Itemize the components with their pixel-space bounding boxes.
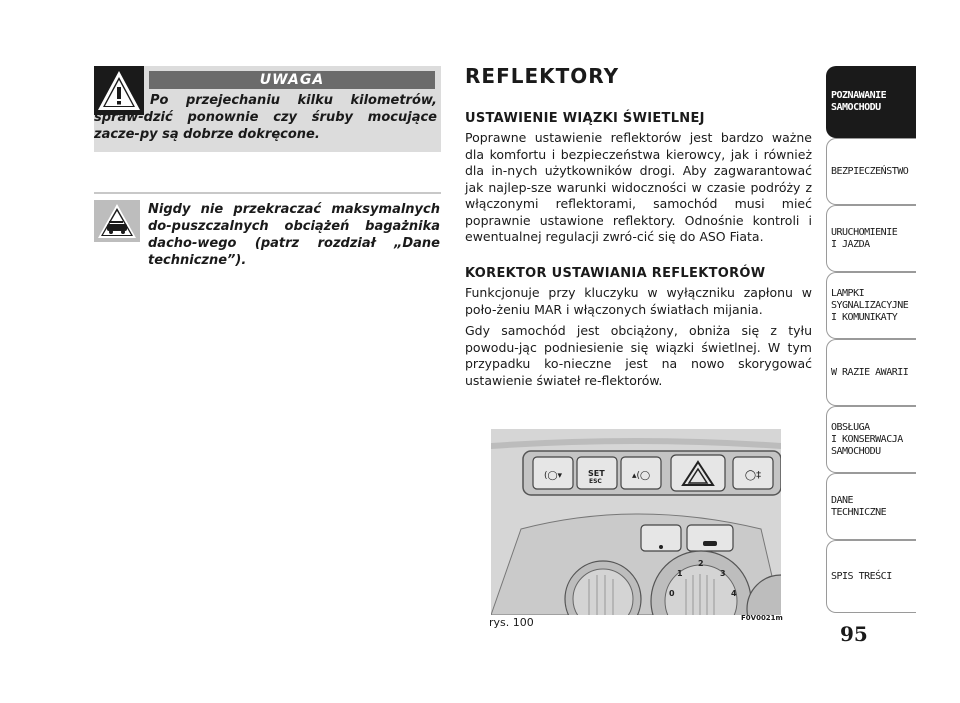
warning-text: Po przejechaniu kilku kilometrów, spraw-dzić ponownie czy śruby mocujące zacze-py są dobrze dokręcone.	[94, 93, 437, 142]
svg-text:(◯▾: (◯▾	[543, 471, 563, 481]
warning-box	[94, 66, 441, 152]
roof-load-note	[94, 200, 441, 268]
section-text-corrector-1: Funkcjonuje przy kluczyku w wyłączniku zapłonu w poło-żeniu MAR i włączonych światłach mijania.	[465, 285, 812, 317]
section-text-corrector-2: Gdy samochód jest obciążony, obniża się z tyłu powodu-jąc podniesienie się wiązki świetlnej. W tym przypadku ko-nieczne jest na nowo skorygować ustawienie świateł re-flektorów.	[465, 323, 812, 388]
tab-bezpieczenstwo[interactable]: BEZPIECZEŃSTWO	[826, 138, 916, 205]
dial-number-1: 1	[677, 569, 683, 578]
tab-obsluga-i-konserwacja[interactable]: OBSŁUGA I KONSERWACJA SAMOCHODU	[826, 406, 916, 473]
svg-text:◯‡: ◯‡	[744, 470, 762, 481]
page-title: REFLEKTORY	[465, 64, 620, 88]
page-number: 95	[840, 622, 868, 646]
warning-header: UWAGA	[149, 71, 435, 89]
tab-dane-techniczne[interactable]: DANE TECHNICZNE	[826, 473, 916, 540]
svg-text:▴(◯: ▴(◯	[631, 471, 651, 481]
dashboard-illustration	[491, 429, 781, 615]
section-heading-corrector: KOREKTOR USTAWIANIA REFLEKTORÓW	[465, 266, 766, 281]
section-heading-beam: USTAWIENIE WIĄZKI ŚWIETLNEJ	[465, 111, 705, 126]
dial-number-3: 3	[720, 569, 726, 578]
set-button-label: SET	[588, 469, 605, 478]
tab-uruchomienie-i-jazda[interactable]: URUCHOMIENIE I JAZDA	[826, 205, 916, 272]
roof-load-text: Nigdy nie przekraczać maksymalnych do-puszczalnych obciążeń bagażnika dacho-wego (patrz rozdział „Dane techniczne”).	[148, 202, 440, 268]
tab-poznawanie-samochodu[interactable]: POZNAWANIE SAMOCHODU	[826, 66, 916, 138]
dial-number-4: 4	[731, 589, 737, 598]
divider	[94, 192, 441, 194]
esc-button-label: ESC	[589, 478, 602, 485]
dial-number-0: 0	[669, 589, 675, 598]
section-text-beam: Poprawne ustawienie reflektorów jest bardzo ważne dla komfortu i bezpieczeństwa kierowcy, jak i również dla in-nych użytkowników drogi. Aby zagwarantować jak najlep-sze warunki widoczności w czasie podróży z włączonymi reflektorami, samochód musi mieć poprawnie ustawione reflektory. Odnośnie kontroli i ewentualnej regulacji zwró-cić się do ASO Fiata.	[465, 130, 812, 244]
figure-code: F0V0021m	[741, 614, 783, 622]
tab-w-razie-awarii[interactable]: W RAZIE AWARII	[826, 339, 916, 406]
roof-load-triangle-icon	[94, 200, 140, 242]
figure-caption: rys. 100	[489, 616, 534, 629]
dial-number-2: 2	[698, 559, 704, 568]
tab-lampki-sygnalizacyjne[interactable]: LAMPKI SYGNALIZACYJNE I KOMUNIKATY	[826, 272, 916, 339]
tab-spis-tresci[interactable]: SPIS TREŚCI	[826, 540, 916, 613]
